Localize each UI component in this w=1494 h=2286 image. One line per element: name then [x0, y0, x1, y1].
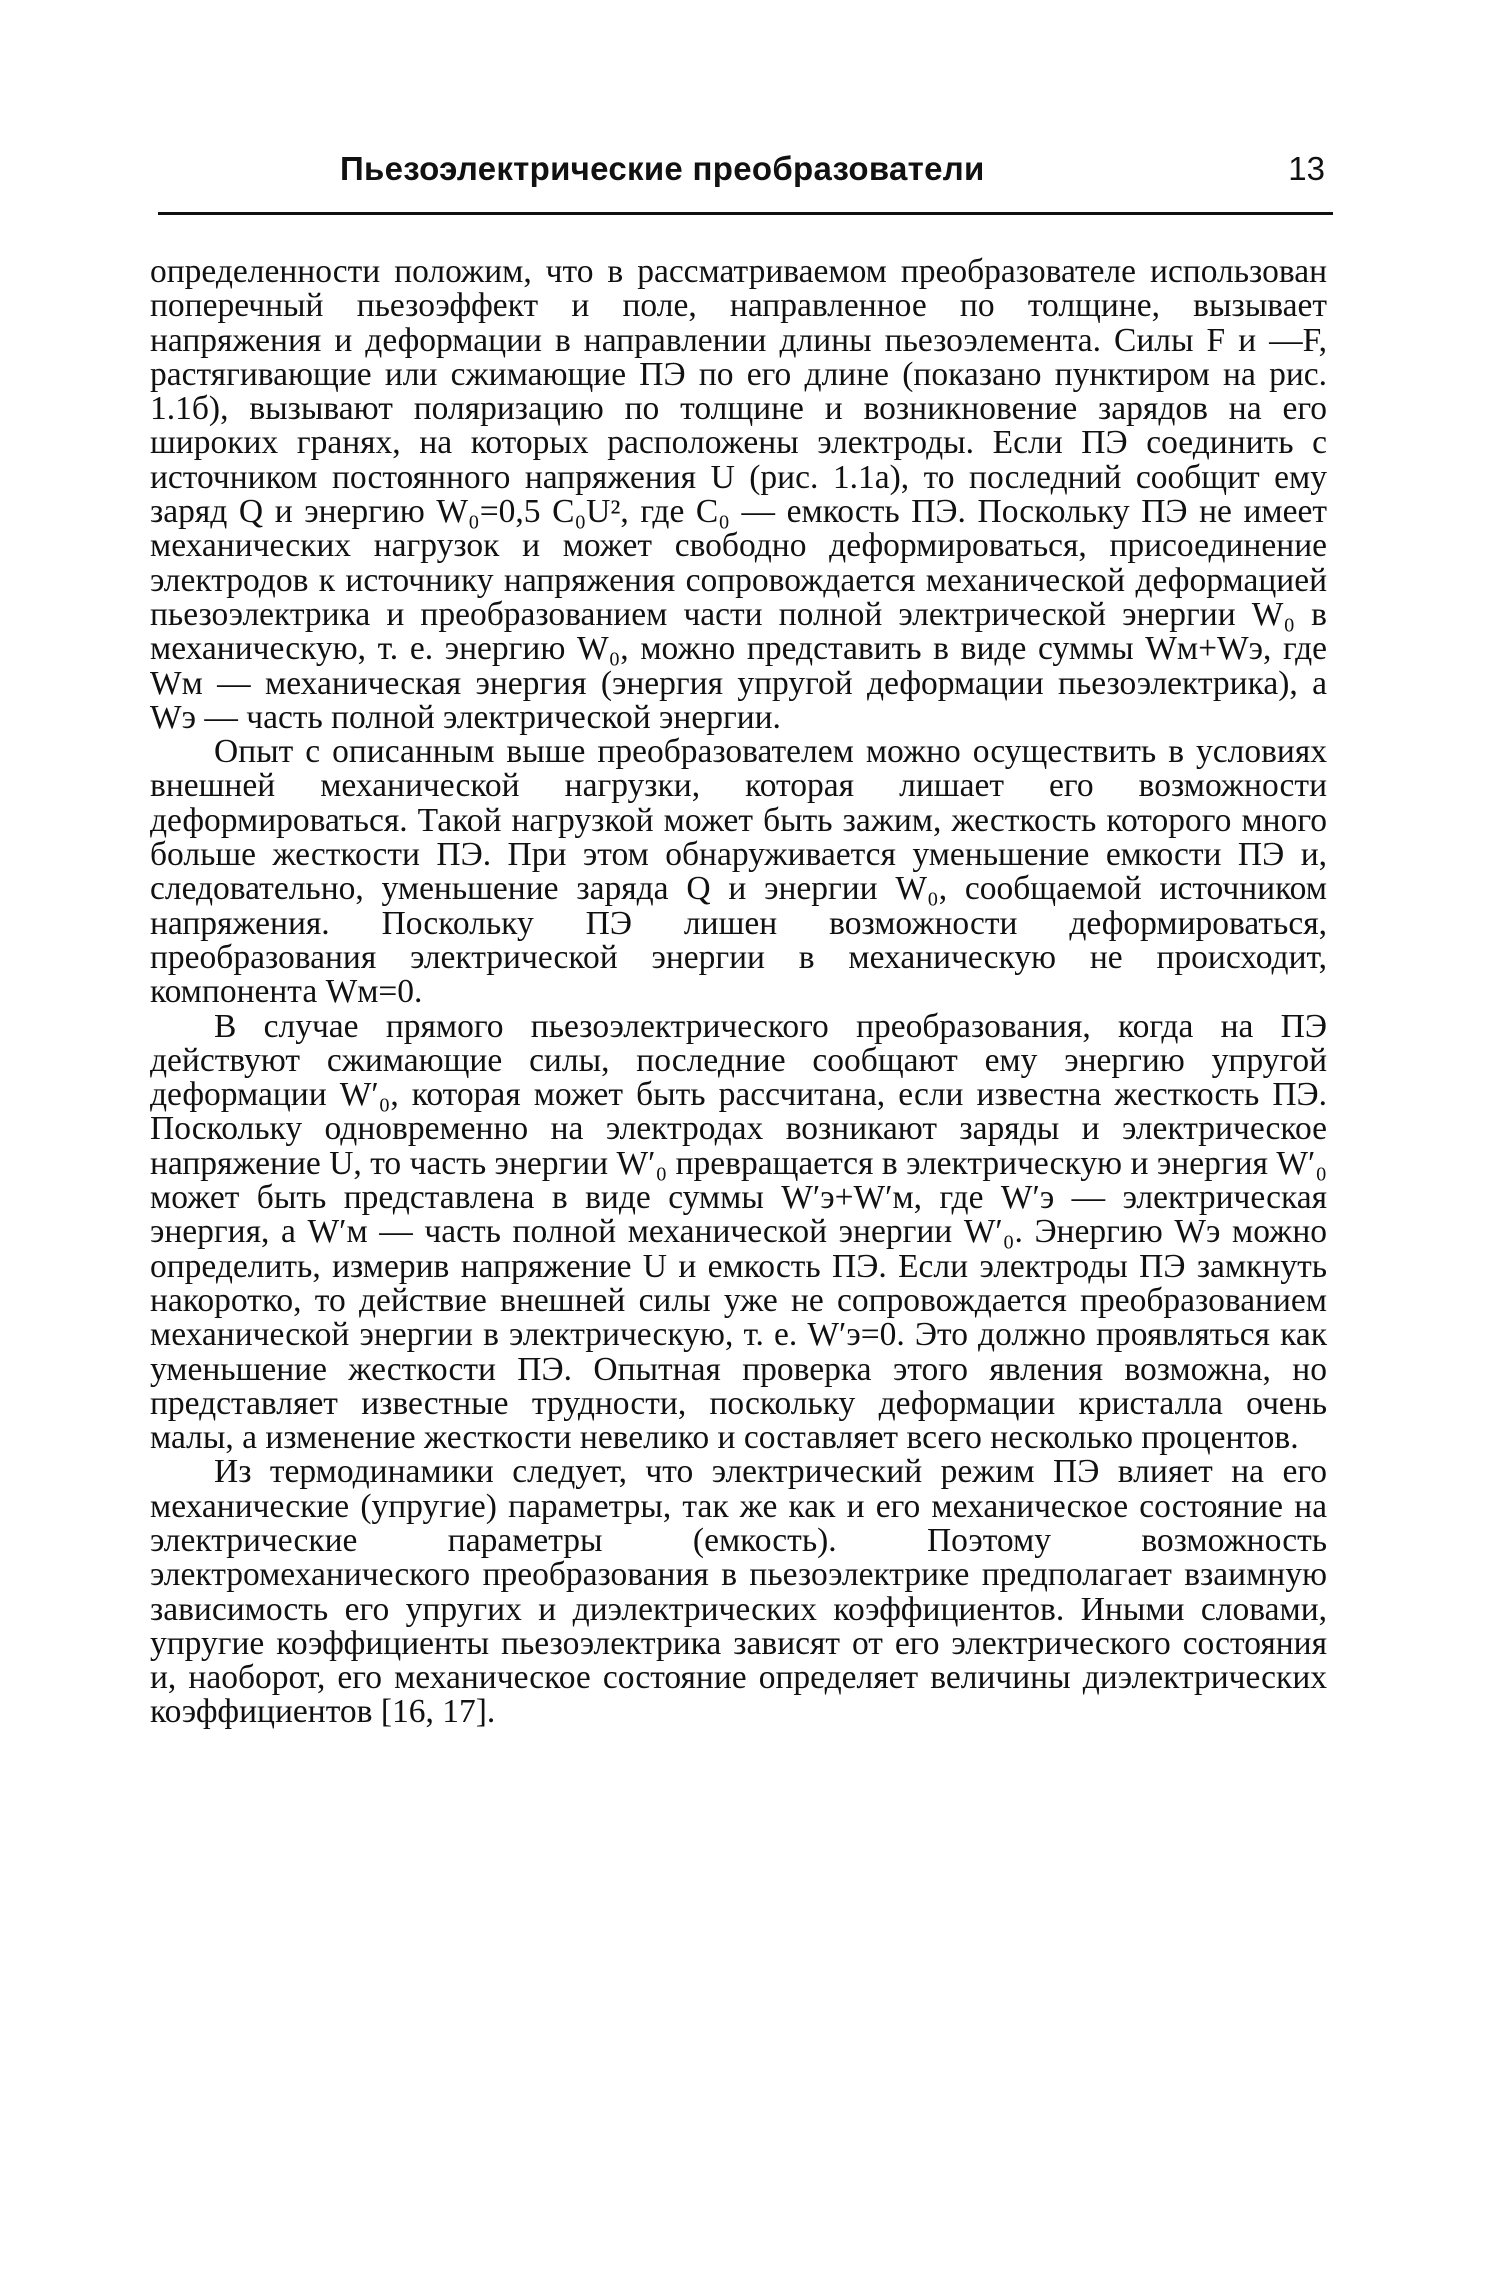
paragraph: Опыт с описанным выше преобразователем можно осуществить в условиях внешней механической нагрузки, которая лишает его возможности деформироваться. Такой нагрузкой может быть зажим, жесткость которого много больше жесткости ПЭ. При этом обнаруживается уменьшение емкости ПЭ и, следовательно, уменьшение заряда Q и энергии W₀, сообщаемой источником напряжения. Поскольку ПЭ лишен возможности деформироваться, преобразования электрической энергии в механическую не происходит, компонента Wм=0. [150, 733, 1327, 1011]
header-rule [158, 212, 1333, 215]
body-text [150, 255, 1327, 1730]
paragraph: В случае прямого пьезоэлектрического преобразования, когда на ПЭ действуют сжимающие силы, последние сообщают ему энергию упругой деформации W′₀, которая может быть рассчитана, если известна жесткость ПЭ. Поскольку одновременно на электродах возникают заряды и электрическое напряжение U, то часть энергии W′₀ превращается в электрическую и энергия W′₀ может быть представлена в виде суммы W′э+W′м, где W′э — электрическая энергия, а W′м — часть полной механической энергии W′₀. Энергию Wэ можно определить, измерив напряжение U и емкость ПЭ. Если электроды ПЭ замкнуть накоротко, то действие внешней силы уже не сопровождается преобразованием механической энергии в электрическую, т. е. W′э=0. Это должно проявляться как уменьшение жесткости ПЭ. Опытная проверка этого явления возможна, но представляет известные трудности, поскольку деформации кристалла очень малы, а изменение жесткости невелико и составляет всего несколько процентов. [150, 1007, 1327, 1457]
page-number: 13 [1288, 150, 1325, 187]
paragraph: Из термодинамики следует, что электрический режим ПЭ влияет на его механические (упругие) параметры, так же как и его механическое состояние на электрические параметры (емкость). Поэтому возможность электромеханического преобразования в пьезоэлектрике предполагает взаимную зависимость его упругих и диэлектрических коэффициентов. Иными словами, упругие коэффициенты пьезоэлектрика зависят от его электрического состояния и, наоборот, его механическое состояние определяет величины диэлектрических коэффициентов [16, 17]. [150, 1453, 1327, 1731]
running-head [215, 150, 1325, 190]
running-title: Пьезоэлектрические преобразователи [340, 150, 985, 187]
paragraph-continuation: определенности положим, что в рассматриваемом преобразователе использован поперечный пьезоэффект и поле, направленное по толщине, вызывает напряжения и деформации в направлении длины пьезоэлемента. Силы F и —F, растягивающие или сжимающие ПЭ по его длине (показано пунктиром на рис. 1.1б), вызывают поляризацию по толщине и возникновение зарядов на его широких гранях, на которых расположены электроды. Если ПЭ соединить с источником постоянного напряжения U (рис. 1.1а), то последний сообщит ему заряд Q и энергию W₀=0,5 C₀U², где C₀ — емкость ПЭ. Поскольку ПЭ не имеет механических нагрузок и может свободно деформироваться, присоединение электродов к источнику напряжения сопровождается механической деформацией пьезоэлектрика и преобразованием части полной электрической энергии W₀ в механическую, т. е. энергию W₀, можно представить в виде суммы Wм+Wэ, где Wм — механическая энергия (энергия упругой деформации пьезоэлектрика), а Wэ — часть полной электрической энергии. [150, 253, 1327, 736]
